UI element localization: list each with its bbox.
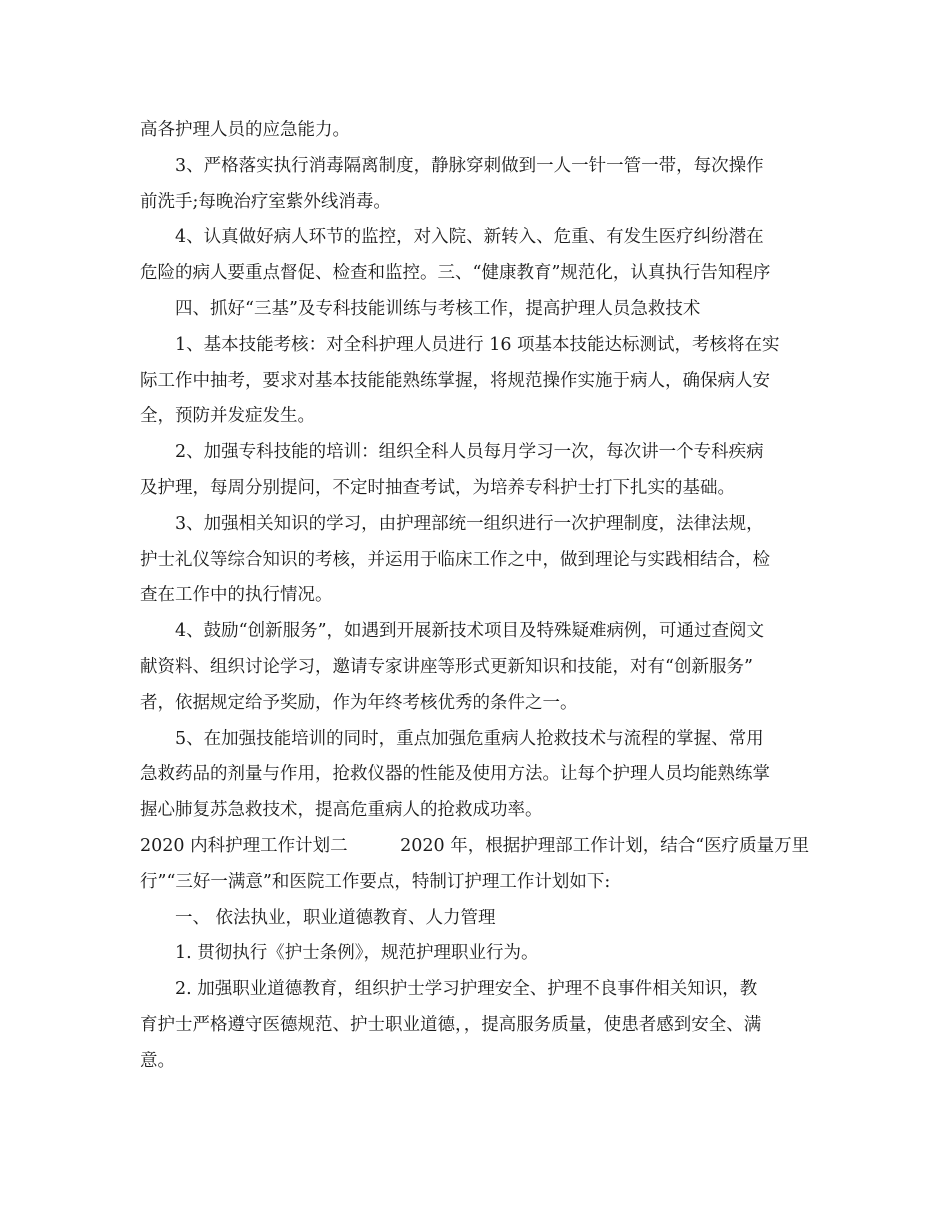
paragraph-11: 1. 贯彻执行《护士条例》，规范护理职业行为。 (140, 943, 539, 964)
document-body (140, 113, 812, 1080)
section-heading-1: 一、 依法执业，职业道德教育、人力管理 (140, 907, 496, 928)
paragraph-5: 1、基本技能考核：对全科护理人员进行 16 项基本技能达标测试，考核将在实 际工作中抽考，要求对基本技能能熟练掌握，将规范操作实施于病人，确保病人安 全，预防并发症发生。 (140, 334, 780, 427)
paragraph-2: 3、严格落实执行消毒隔离制度，静脉穿刺做到一人一针一管一带，每次操作 前洗手;每晚治疗室紫外线消毒。 (140, 155, 764, 212)
section-heading-4: 四、抓好“三基”及专科技能训练与考核工作，提高护理人员急救技术 (140, 298, 701, 319)
paragraph-9: 5、在加强技能培训的同时，重点加强危重病人抢救技术与流程的掌握、常用 急救药品的剂量与作用，抢救仪器的性能及使用方法。让每个护理人员均能熟练掌 握心肺复苏急救技术，提高危重病人的抢救成功率。 (140, 728, 770, 821)
paragraph-6: 2、加强专科技能的培训：组织全科人员每月学习一次，每次讲一个专科疾病 及护理，每周分别提问，不定时抽查考试，为培养专科护士打下扎实的基础。 (140, 442, 764, 498)
paragraph-12: 2. 加强职业道德教育，组织护士学习护理安全、护理不良事件相关知识，教 育护士严格遵守医德规范、护士职业道德，，提高服务质量，使患者感到安全、满 意。 (140, 979, 762, 1071)
paragraph-3: 4、认真做好病人环节的监控，对入院、新转入、危重、有发生医疗纠纷潜在 危险的病人要重点督促、检查和监控。三、“健康教育”规范化，认真执行告知程序 (140, 227, 771, 284)
paragraph-8: 4、鼓励“创新服务”，如遇到开展新技术项目及特殊疑难病例，可通过查阅文 献资料、组织讨论学习，邀请专家讲座等形式更新知识和技能，对有“创新服务” 者，依据规定给予奖励，作为年终考核优秀的条件之一。 (140, 621, 765, 713)
plan-title-paragraph: 2020 内科护理工作计划二 2020 年，根据护理部工作计划，结合“医疗质量万里 行”“三好一满意”和医院工作要点，特制订护理工作计划如下: (140, 835, 810, 892)
paragraph-7: 3、加强相关知识的学习，由护理部统一组织进行一次护理制度，法律法规， 护士礼仪等综合知识的考核，并运用于临床工作之中，做到理论与实践相结合，检 查在工作中的执行情况。 (140, 513, 770, 606)
paragraph-1: 高各护理人员的应急能力。 (140, 120, 350, 140)
